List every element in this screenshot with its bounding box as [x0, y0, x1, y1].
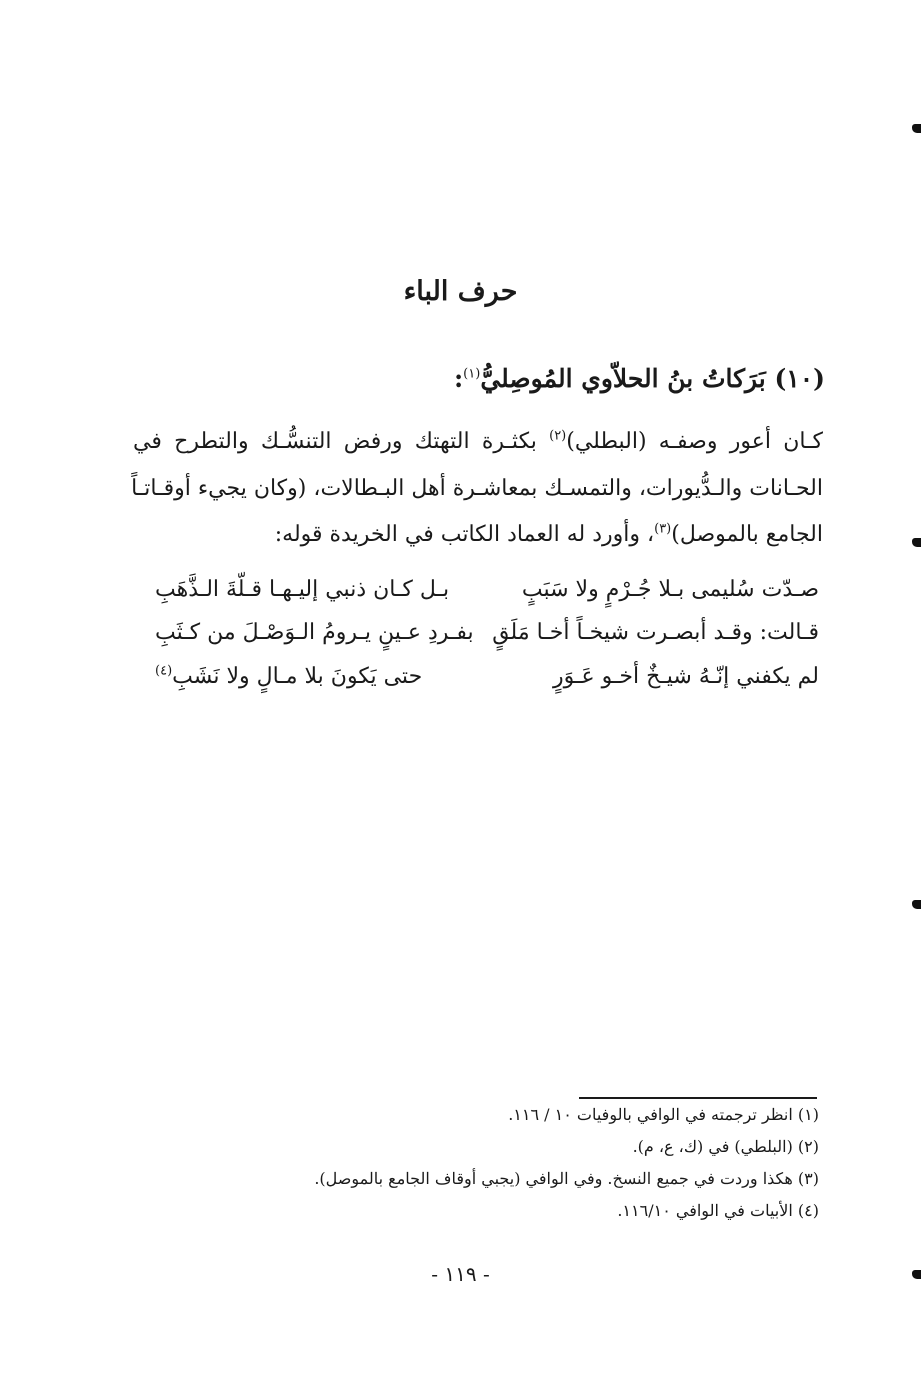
- verse-2-first-hemistich: قـالت: وقـد أبصـرت شيخـاً أخـا مَلَقٍ: [492, 620, 819, 645]
- footnote-ref-4: (٤): [155, 663, 173, 679]
- verse-1-first-hemistich: صـدّت سُليمى بـلا جُـرْمٍ ولا سَبَبٍ: [521, 577, 819, 602]
- footnote-3: (٣) هكذا وردت في جميع النسخ. وفي الوافي (يجبي أوقاف الجامع بالموصل).: [314, 1169, 819, 1188]
- verse-1-second-hemistich: [155, 574, 449, 606]
- section-title: حرف الباء: [403, 276, 518, 307]
- verse-3-second-text: حتى يَكونَ بلا مـالٍ ولا نَشَبِ: [172, 664, 423, 689]
- scan-edge-mark: [912, 900, 921, 909]
- scan-edge-mark: [912, 538, 921, 547]
- verse-1-second-text: بـل كـان ذنبي إليـهـا قـلّةَ الـذَّهَبِ: [155, 577, 450, 602]
- entry-heading-colon: :: [453, 364, 464, 393]
- entry-heading-text: (١٠) بَرَكاتُ بنُ الحلاّوي المُوصِليُّ: [480, 364, 825, 393]
- footnote-1: (١) انظر ترجمته في الوافي بالوفيات ١٠ / ١١٦.: [508, 1105, 819, 1124]
- verse-3: [155, 661, 819, 693]
- body-line-3-part-a: الجامع بالموصل): [671, 522, 823, 547]
- footnote-ref-2: (٢): [549, 428, 567, 444]
- footnote-ref-1: (١): [463, 366, 481, 382]
- body-line-1-part-a: كـان أعور وصفـه (البطلي): [566, 429, 823, 454]
- body-line-3: [133, 520, 823, 550]
- verse-2-second-hemistich: [155, 617, 474, 649]
- body-line-2: الحـانات والـدُّيورات، والتمسـك بمعاشـرة أهل البـطالات، (وكان يجيء أوقـاتـاً: [131, 476, 823, 501]
- footnote-4: (٤) الأبيات في الوافي ١١٦/١٠.: [617, 1201, 819, 1220]
- verse-2: [155, 617, 819, 649]
- footnote-separator: [579, 1097, 817, 1099]
- verse-2-second-text: بفـردِ عـينٍ يـرومُ الـوَصْـلَ من كـثَبِ: [155, 620, 474, 645]
- page-number: - ١١٩ -: [431, 1262, 490, 1286]
- body-line-1: [133, 427, 823, 457]
- body-line-3-part-b: ، وأورد له العماد الكاتب في الخريدة قوله:: [274, 522, 655, 547]
- verse-3-second-hemistich: [155, 661, 422, 693]
- verse-1: [155, 574, 819, 606]
- footnote-2: (٢) (البلطي) في (ك، ع، م).: [632, 1137, 819, 1156]
- scan-edge-mark: [912, 124, 921, 133]
- footnote-ref-3: (٣): [654, 521, 672, 537]
- verse-3-first-hemistich: لم يكفني إنّـهُ شيـخٌ أخـو عَـوَرٍ: [553, 664, 819, 689]
- scan-edge-mark: [912, 1270, 921, 1279]
- entry-heading: [105, 364, 825, 393]
- body-line-1-part-b: بكثـرة التهتك ورفض التنسُّـك والتطرح في: [133, 429, 550, 454]
